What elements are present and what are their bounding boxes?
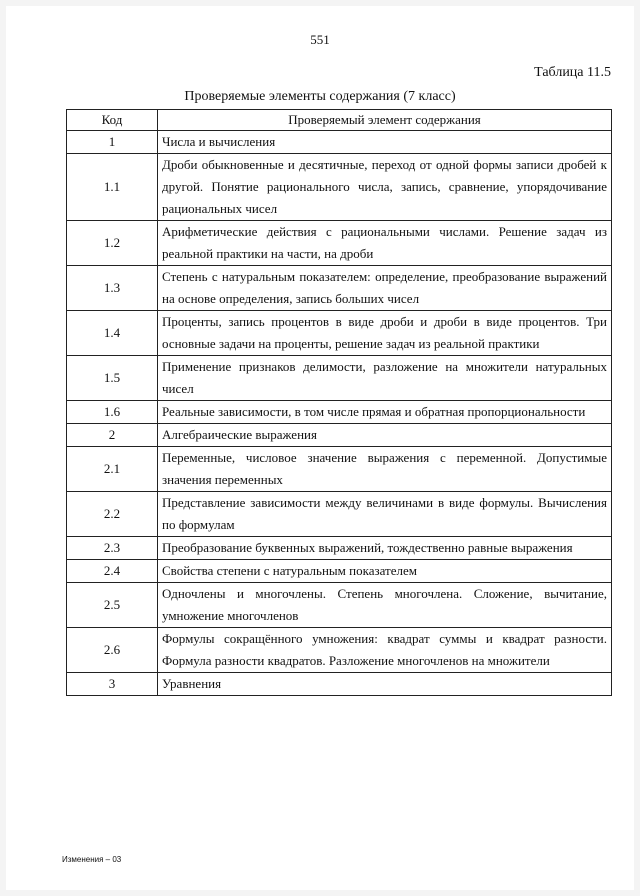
row-text: Уравнения [158, 673, 612, 696]
row-code: 2.1 [67, 447, 158, 492]
row-code: 2.4 [67, 560, 158, 583]
table-row [67, 447, 612, 492]
row-text: Преобразование буквенных выражений, тождественно равные выражения [158, 537, 612, 560]
row-code: 2.3 [67, 537, 158, 560]
table-row [67, 424, 612, 447]
row-text: Применение признаков делимости, разложение на множители натуральных чисел [158, 356, 612, 401]
table-row [67, 311, 612, 356]
footer-revision-note: Изменения – 03 [62, 855, 122, 864]
table-row [67, 266, 612, 311]
row-text: Дроби обыкновенные и десятичные, переход от одной формы записи дробей к другой. Понятие рационального числа, запись, сравнение, упорядочивание рациональных чисел [158, 154, 612, 221]
row-code: 1.5 [67, 356, 158, 401]
content-elements-table [66, 109, 612, 696]
table-label: Таблица 11.5 [534, 65, 611, 80]
row-code: 1.4 [67, 311, 158, 356]
row-code: 2.6 [67, 628, 158, 673]
row-text: Переменные, числовое значение выражения с переменной. Допустимые значения переменных [158, 447, 612, 492]
row-code: 2.2 [67, 492, 158, 537]
table-row [67, 401, 612, 424]
row-code: 1 [67, 131, 158, 154]
header-code: Код [67, 110, 158, 131]
table-row [67, 673, 612, 696]
row-text: Одночлены и многочлены. Степень многочлена. Сложение, вычитание, умножение многочленов [158, 583, 612, 628]
row-code: 1.2 [67, 221, 158, 266]
table-title: Проверяемые элементы содержания (7 класс) [184, 89, 456, 104]
table-row [67, 537, 612, 560]
row-text: Арифметические действия с рациональными числами. Решение задач из реальной практики на части, на дроби [158, 221, 612, 266]
row-text: Формулы сокращённого умножения: квадрат суммы и квадрат разности. Формула разности квадратов. Разложение многочленов на множители [158, 628, 612, 673]
row-code: 1.3 [67, 266, 158, 311]
row-text: Алгебраические выражения [158, 424, 612, 447]
table-row [67, 356, 612, 401]
table-row [67, 492, 612, 537]
row-text: Представление зависимости между величинами в виде формулы. Вычисления по формулам [158, 492, 612, 537]
row-code: 3 [67, 673, 158, 696]
row-code: 2.5 [67, 583, 158, 628]
row-text: Реальные зависимости, в том числе прямая и обратная пропорциональности [158, 401, 612, 424]
table-row [67, 583, 612, 628]
table-row [67, 221, 612, 266]
row-code: 1.1 [67, 154, 158, 221]
row-text: Свойства степени с натуральным показателем [158, 560, 612, 583]
header-element: Проверяемый элемент содержания [158, 110, 612, 131]
row-code: 2 [67, 424, 158, 447]
table-row [67, 131, 612, 154]
table-header-row [67, 110, 612, 131]
table-row [67, 154, 612, 221]
row-code: 1.6 [67, 401, 158, 424]
row-text: Числа и вычисления [158, 131, 612, 154]
page-number: 551 [310, 32, 330, 47]
table-row [67, 560, 612, 583]
row-text: Степень с натуральным показателем: определение, преобразование выражений на основе определения, запись больших чисел [158, 266, 612, 311]
table-row [67, 628, 612, 673]
row-text: Проценты, запись процентов в виде дроби и дроби в виде процентов. Три основные задачи на проценты, решение задач из реальной практики [158, 311, 612, 356]
